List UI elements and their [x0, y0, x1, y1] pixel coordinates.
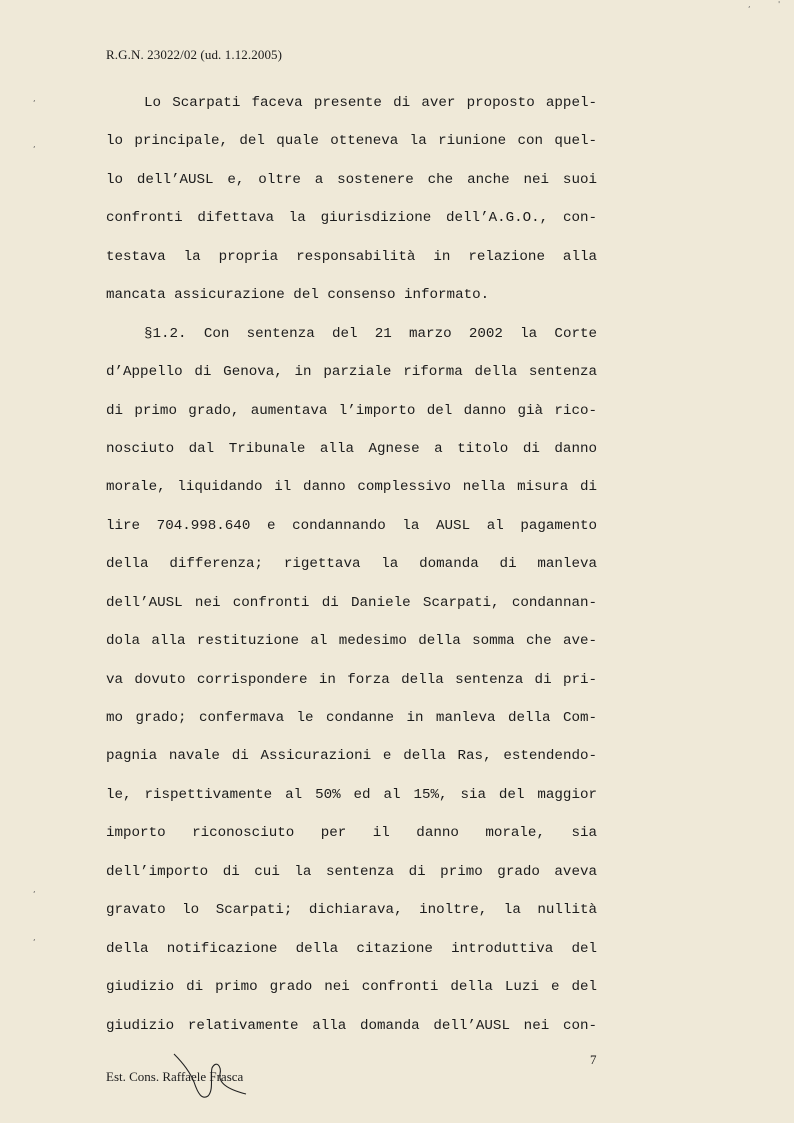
- text-line: nosciuto dal Tribunale alla Agnese a titolo di danno: [106, 440, 597, 457]
- text-line: d’Appello di Genova, in parziale riforma della sentenza: [106, 364, 597, 381]
- text-line: mancata assicurazione del consenso informato.: [106, 287, 490, 304]
- text-line: testava la propria responsabilità in relazione alla: [106, 248, 597, 265]
- text-line: giudizio di primo grado nei confronti della Luzi e del: [106, 979, 597, 996]
- text-line: della notificazione della citazione introduttiva del: [106, 940, 597, 957]
- margin-tick-mark: ,: [33, 933, 36, 942]
- corner-mark: ,: [748, 0, 751, 9]
- text-line: gravato lo Scarpati; dichiarava, inoltre, la nullità: [106, 902, 597, 919]
- text-line: lire 704.998.640 e condannando la AUSL al pagamento: [106, 517, 597, 534]
- margin-tick-mark: ,: [33, 94, 36, 103]
- text-line: dell’AUSL nei confronti di Daniele Scarpati, condannan-: [106, 594, 597, 611]
- text-line: lo dell’AUSL e, oltre a sostenere che anche nei suoi: [106, 171, 597, 188]
- body-text: [106, 84, 597, 1045]
- text-line: dell’importo di cui la sentenza di primo grado aveva: [106, 863, 597, 880]
- text-line: Lo Scarpati faceva presente di aver proposto appel-: [144, 95, 597, 111]
- text-line: mo grado; confermava le condanne in manleva della Com-: [106, 710, 597, 726]
- margin-tick-mark: ,: [33, 140, 36, 149]
- text-line: §1.2. Con sentenza del 21 marzo 2002 la Corte: [144, 325, 597, 342]
- text-line: pagnia navale di Assicurazioni e della Ras, estendendo-: [106, 748, 597, 765]
- text-line: confronti difettava la giurisdizione dell’A.G.O., con-: [106, 210, 597, 227]
- margin-tick-mark: ,: [33, 885, 36, 894]
- case-reference-header: R.G.N. 23022/02 (ud. 1.12.2005): [106, 47, 283, 62]
- text-line: importo riconosciuto per il danno morale, sia: [106, 825, 597, 842]
- text-line: di primo grado, aumentava l’importo del danno già rico-: [106, 402, 597, 419]
- text-line: lo principale, del quale otteneva la riunione con quel-: [106, 133, 597, 150]
- text-line: morale, liquidando il danno complessivo nella misura di: [106, 479, 597, 496]
- text-line: della differenza; rigettava la domanda di manleva: [106, 556, 597, 573]
- text-line: giudizio relativamente alla domanda dell’AUSL nei con-: [106, 1017, 597, 1034]
- text-line: le, rispettivamente al 50% ed al 15%, sia del maggior: [106, 786, 597, 803]
- signature-line: Est. Cons. Raffaele Frasca: [106, 1069, 244, 1084]
- text-line: dola alla restituzione al medesimo della somma che ave-: [106, 633, 597, 650]
- text-line: va dovuto corrispondere in forza della sentenza di pri-: [106, 671, 597, 688]
- corner-mark: ': [778, 0, 781, 9]
- page-number: 7: [590, 1052, 597, 1067]
